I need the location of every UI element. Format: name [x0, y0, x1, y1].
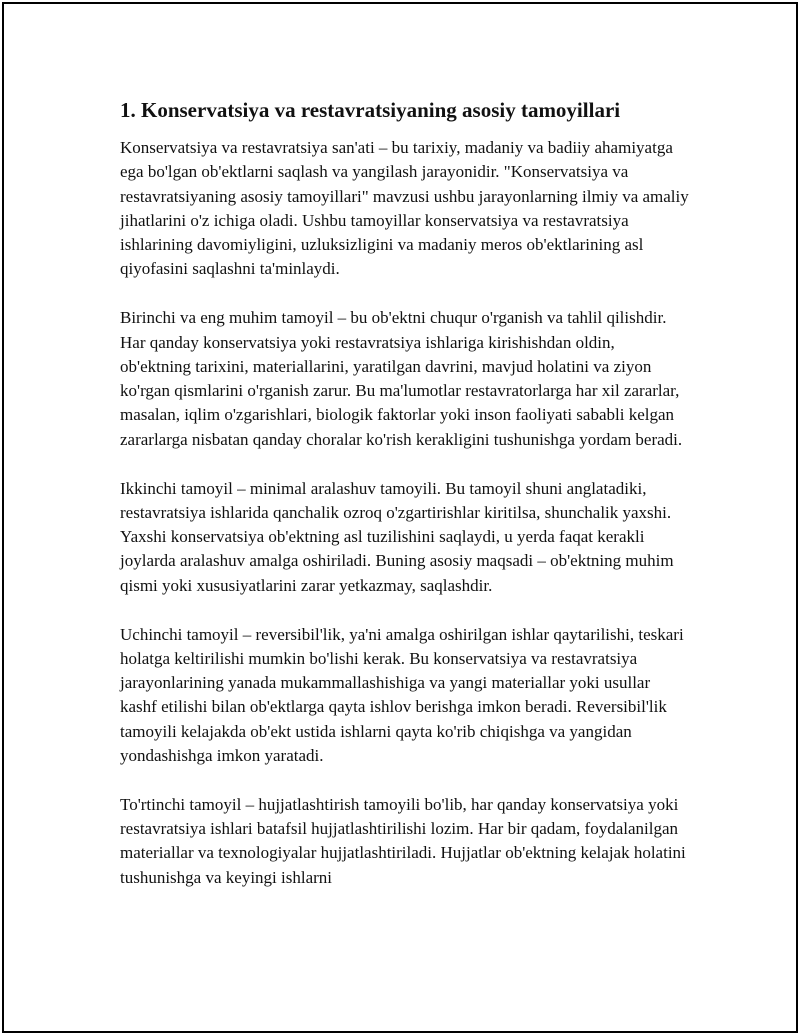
- document-body: [120, 96, 690, 890]
- paragraph-fourth-principle: To'rtinchi tamoyil – hujjatlashtirish tamoyili bo'lib, har qanday konservatsiya yoki restavratsiya ishlari batafsil hujjatlashtirilishi lozim. Har bir qadam, foydalanilgan materiallar va texnologiyalar hujjatlashtiriladi. Hujjatlar ob'ektning kelajak holatini tushunishga va keyingi ishlarni: [120, 794, 686, 887]
- paragraph-second-principle: Ikkinchi tamoyil – minimal aralashuv tamoyili. Bu tamoyil shuni anglatadiki, restavratsiya ishlarida qanchalik ozroq o'zgartirishlar kiritilsa, shunchalik yaxshi. Yaxshi konservatsiya ob'ektning asl tuzilishini saqlaydi, u yerda faqat kerakli joylarda aralashuv amalga oshiriladi. Buning asosiy maqsadi – ob'ektning muhim qismi yoki xususiyatlarini zarar yetkazmay, saqlashdir.: [120, 478, 674, 595]
- section-heading: 1. Konservatsiya va restavratsiyaning asosiy tamoyillari: [120, 98, 621, 122]
- paragraph-first-principle: Birinchi va eng muhim tamoyil – bu ob'ektni chuqur o'rganish va tahlil qilishdir. Har qanday konservatsiya yoki restavratsiya ishlariga kirishishdan oldin, ob'ektning tarixini, materiallarini, yaratilgan davrini, mavjud holatini va ziyon ko'rgan qismlarini o'rganish zarur. Bu ma'lumotlar restavratorlarga har xil zararlar, masalan, iqlim o'zgarishlari, biologik faktorlar yoki inson faoliyati sababli kelgan zararlarga nisbatan qanday choralar ko'rish kerakligini tushunishga yordam beradi.: [120, 308, 683, 449]
- paragraph-third-principle: Uchinchi tamoyil – reversibil'lik, ya'ni amalga oshirilgan ishlar qaytarilishi, teskari holatga keltirilishi mumkin bo'lishi kerak. Bu konservatsiya va restavratsiya jarayonlarining yanada mukammallashishiga va yangi materiallar yoki usullar kashf etilishi bilan ob'ektlarga qayta ishlov berishga imkon beradi. Reversibil'lik tamoyili kelajakda ob'ekt ustida ishlarni qayta ko'rib chiqishga va yangidan yondashishga imkon yaratadi.: [120, 624, 684, 766]
- page-border: [2, 2, 798, 1033]
- paragraph-introduction: Konservatsiya va restavratsiya san'ati – bu tarixiy, madaniy va badiiy ahamiyatga ega bo'lgan ob'ektlarni saqlash va yangilash jarayonidir. "Konservatsiya va restavratsiyaning asosiy tamoyillari" mavzusi ushbu jarayonlarning ilmiy va amaliy jihatlarini o'z ichiga oladi. Ushbu tamoyillar konservatsiya va restavratsiya ishlarining davomiyligini, uzluksizligini va madaniy meros ob'ektlarining asl qiyofasini saqlashni ta'minlaydi.: [120, 138, 689, 279]
